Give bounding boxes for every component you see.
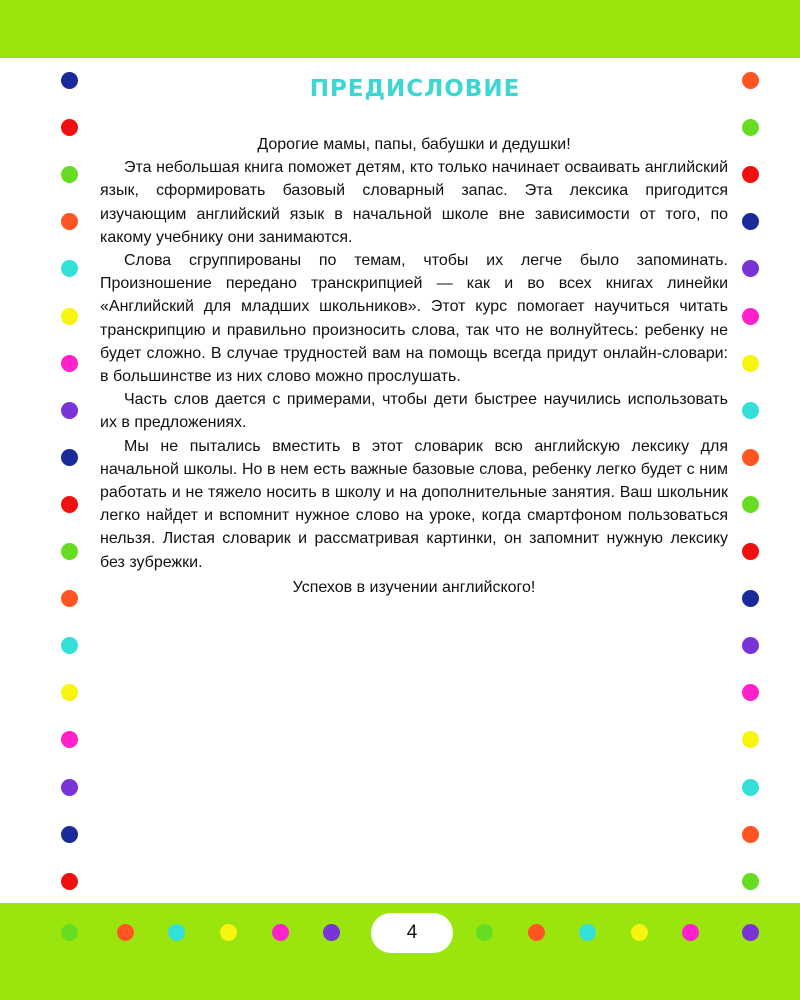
border-dot [61, 213, 78, 230]
border-dot [742, 213, 759, 230]
border-dot [61, 496, 78, 513]
border-dot [742, 260, 759, 277]
border-dot [742, 355, 759, 372]
border-dot [742, 119, 759, 136]
border-dot [476, 924, 493, 941]
border-dot [61, 779, 78, 796]
border-dot [742, 496, 759, 513]
border-dot [272, 924, 289, 941]
border-dot [61, 119, 78, 136]
border-dot [61, 402, 78, 419]
border-dot [61, 308, 78, 325]
paragraph: Мы не пытались вместить в этот словарик всю английскую лексику для начальной школы. Но в нем есть важные базовые слова, ребенку легко будет с ним работать и не тяжело носить в школу и на дополнительные занятия. Ваш школьник легко найдет и вспомнит нужное слово на уроке, когда смартфоном пользоваться нельзя. Листая словарик и рассматривая картинки, он запомнит нужную лексику без зубрежки. [100, 437, 728, 571]
border-dot [742, 166, 759, 183]
border-dot [61, 166, 78, 183]
border-dot [742, 731, 759, 748]
border-dot [61, 543, 78, 560]
border-dot [168, 924, 185, 941]
border-dot [742, 449, 759, 466]
page-title: ПРЕДИСЛОВИЕ [309, 76, 521, 102]
border-dot [61, 924, 78, 941]
page-number: 4 [406, 922, 418, 943]
border-dot [742, 924, 759, 941]
paragraph: Эта небольшая книга поможет детям, кто только начинает осваивать английский язык, сформировать базовый словарный запас. Эта лексика пригодится изучающим английский язык в начальной школе вне зависимости от того, по какому учебнику они занимаются. [100, 159, 728, 246]
greeting: Дорогие мамы, папы, бабушки и дедушки! [257, 136, 571, 153]
border-dot [117, 924, 134, 941]
border-dot [61, 731, 78, 748]
border-dot [528, 924, 545, 941]
border-dot [742, 402, 759, 419]
border-dot [631, 924, 648, 941]
border-dot [742, 873, 759, 890]
border-dot [61, 637, 78, 654]
border-dot [61, 260, 78, 277]
border-dot [61, 590, 78, 607]
border-dot [742, 779, 759, 796]
border-dot [61, 873, 78, 890]
top-decorative-band [0, 0, 800, 58]
border-dot [742, 543, 759, 560]
border-dot [61, 684, 78, 701]
border-dot [61, 449, 78, 466]
border-dot [742, 590, 759, 607]
border-dot [579, 924, 596, 941]
border-dot [742, 308, 759, 325]
border-dot [742, 637, 759, 654]
border-dot [61, 826, 78, 843]
preface-text [100, 133, 728, 599]
border-dot [61, 355, 78, 372]
paragraph: Часть слов дается с примерами, чтобы дети быстрее научились использовать их в предложениях. [100, 391, 728, 432]
border-dot [323, 924, 340, 941]
border-dot [682, 924, 699, 941]
border-dot [742, 826, 759, 843]
page-number-badge [371, 913, 453, 953]
paragraph: Слова сгруппированы по темам, чтобы их легче было запоминать. Произношение передано транскрипцией — как и во всех книгах линейки «Английский для младших школьников». Этот курс помогает научиться читать транскрипцию и правильно произносить слова, так что не волнуйтесь: ребенку не будет сложно. В случае трудностей вам на помощь всегда придут онлайн-словари: в большинстве из них слово можно прослушать. [100, 252, 728, 386]
closing-line: Успехов в изучении английского! [292, 578, 536, 596]
border-dot [742, 684, 759, 701]
border-dot [220, 924, 237, 941]
